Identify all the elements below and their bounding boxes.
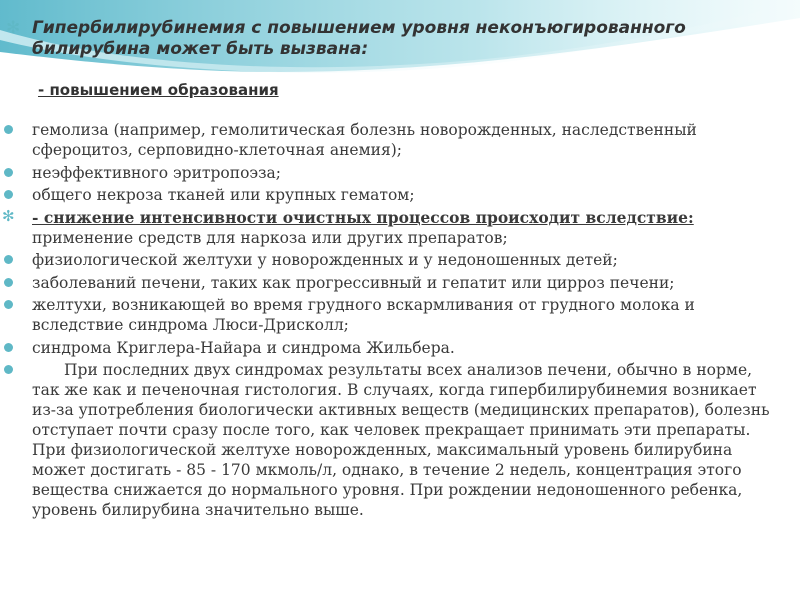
star-bullet-icon: ✻ (2, 206, 15, 225)
list-item: общего некроза тканей или крупных гематом; (0, 185, 772, 205)
list-item: заболеваний печени, таких как прогрессивный и гепатит или цирроз печени; (0, 273, 772, 293)
slide-title (6, 18, 752, 60)
star-bullet-icon: ✻ (6, 18, 21, 38)
round-bullet-icon (4, 190, 13, 199)
round-bullet-icon (4, 168, 13, 177)
bullet-list (0, 120, 800, 523)
round-bullet-icon (4, 365, 13, 374)
list-item: гемолиза (например, гемолитическая болезнь новорожденных, наследственный сфероцитоз, серповидно-клеточная анемия); (0, 120, 772, 160)
section-subhead-2: - снижение интенсивности очистных процессов происходит вследствие: (32, 207, 694, 227)
list-item: физиологической желтухи у новорожденных и у недоношенных детей; (0, 250, 772, 270)
list-item: При последних двух синдромах результаты всех анализов печени, обычно в норме, так же как и печеночная гистология. В случаях, когда гипербилирубинемия возникает из-за употребления биологически активных веществ (медицинских препаратов), болезнь отступает почти сразу после того, как человек прекращает принимать эти препараты. При физиологической желтухе новорожденных, максимальный уровень билирубина может достигать - 85 - 170 мкмоль/л, однако, в течение 2 недель, концентрация этого вещества снижается до нормального уровня. При рождении недоношенного ребенка, уровень билирубина значительно выше. (0, 360, 772, 520)
slide-title-text: Гипербилирубинемия с повышением уровня неконъюгированного билирубина может быть вызвана: (32, 18, 686, 59)
list-item: желтухи, возникающей во время грудного вскармливания от грудного молока и вследствие синдрома Люси-Дрисколл; (0, 295, 772, 335)
section-subhead: - повышением образования (38, 81, 279, 99)
round-bullet-icon (4, 125, 13, 134)
round-bullet-icon (4, 255, 13, 264)
list-item: синдрома Криглера-Найара и синдрома Жильбера. (0, 338, 772, 358)
round-bullet-icon (4, 343, 13, 352)
round-bullet-icon (4, 300, 13, 309)
list-item: неэффективного эритропоэза; (0, 163, 772, 183)
list-item: ✻ - снижение интенсивности очистных процессов происходит вследствие: применение средств для наркоза или других препаратов; (0, 208, 772, 248)
round-bullet-icon (4, 278, 13, 287)
